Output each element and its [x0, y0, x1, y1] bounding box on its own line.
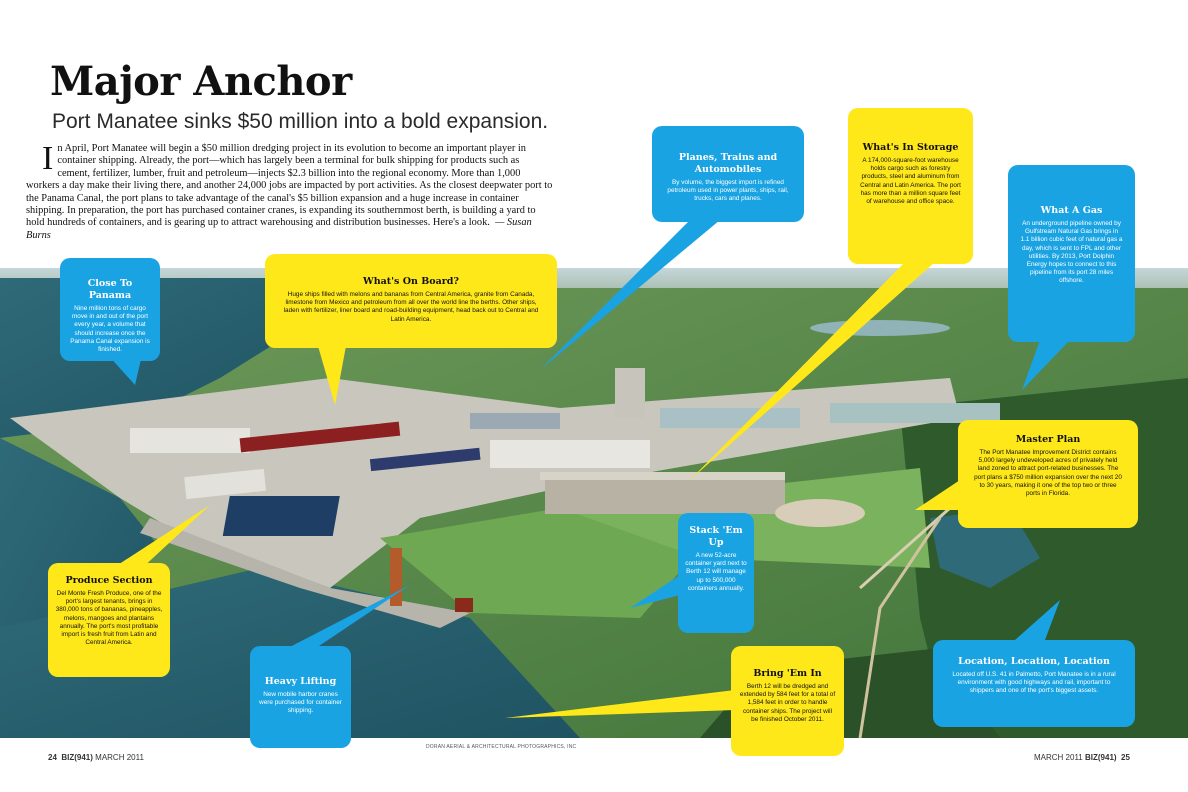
callout-bring-em-in — [731, 646, 844, 756]
magazine-name-right: BIZ(941) — [1085, 753, 1117, 762]
callout-title: Planes, Trains and Automobiles — [678, 152, 778, 175]
article-title: Major Anchor — [50, 58, 352, 105]
callout-title: Bring 'Em In — [753, 668, 822, 679]
planes-pointer — [540, 220, 720, 370]
footer-right — [1034, 753, 1130, 762]
callout-title: Stack 'Em Up — [689, 525, 743, 548]
callout-text: By volume, the biggest import is refined petroleum used in power plants, ships, rail, trucks, cars and planes. — [667, 179, 789, 203]
callout-text: Berth 12 will be dredged and extended by 584 feet for a total of 1,584 feet in order to handle container ships. The project will be finished October 2011. — [739, 683, 836, 723]
callout-title: Master Plan — [1015, 434, 1081, 445]
callout-text: Nine million tons of cargo move in and out of the port every year, a volume that should increase once the Panama Canal expansion is finished. — [70, 305, 150, 354]
callout-text: A 174,000-square-foot warehouse holds cargo such as forestry products, steel and aluminum from Central and Latin America. The port has more than a million square feet of warehouse and office space. — [860, 157, 961, 206]
callout-stack-em-up — [678, 513, 754, 633]
callout-planes-trains — [652, 126, 804, 222]
produce-pointer — [110, 505, 210, 570]
byline: — Susan Burns — [26, 217, 532, 241]
callout-text: Del Monte Fresh Produce, one of the port's largest tenants, brings in 380,000 tons of bananas, pineapples, melons, mangoes and plantains annually. The port's most profitable import is fresh fruit from Latin and Central America. — [55, 590, 163, 647]
callout-what-a-gas — [1008, 165, 1135, 342]
callout-title: Close To Panama — [87, 278, 133, 301]
bring-pointer — [505, 690, 735, 718]
footer-left — [48, 753, 144, 762]
callout-whats-in-storage — [848, 108, 973, 264]
page-number-left: 24 — [48, 753, 57, 762]
article-subtitle: Port Manatee sinks $50 million into a bold expansion. — [52, 110, 549, 133]
location-pointer — [1015, 600, 1060, 640]
callout-produce-section — [48, 563, 170, 677]
intro-body: n April, Port Manatee will begin a $50 million dredging project in its evolution to become an important player in container shipping. Already, the port—which has largely been a terminal for bulk shipping for products such as cement, fertilizer, lumber, fruit and petroleum—injects $2.3 billion into the regional economy. More than 1,000 workers a day make their living there, and another 24,000 jobs are impacted by port activities. As the closest deepwater port to the Panama Canal, the port plans to take advantage of the canal's $5 billion expansion and a huge increase in container shipping. In preparation, the port has purchased container cranes, is expanding its southernmost berth, is building a yard to hold hundreds of containers, and is gearing up to attract warehousing and distribution businesses. Here's a look. — [26, 143, 553, 229]
photo-credit: DORAN AERIAL & ARCHITECTURAL PHOTOGRAPHICS, INC — [426, 744, 577, 750]
lifting-pointer — [280, 585, 410, 652]
stack-pointer — [630, 575, 680, 608]
gas-pointer — [1022, 340, 1070, 390]
callout-location — [933, 640, 1135, 727]
callout-text: The Port Manatee Improvement District contains 5,000 largely undeveloped acres of privately held land zoned to attract port-related businesses. The port plans a $750 million expansion over the next 20 to 30 years, making it one of the top two or three ports in Florida. — [974, 449, 1122, 498]
magazine-name-left: BIZ(941) — [61, 753, 93, 762]
drop-cap: I — [42, 140, 54, 177]
callout-title: What's On Board? — [363, 276, 459, 287]
callout-title: Produce Section — [65, 575, 153, 586]
callout-title: Location, Location, Location — [958, 656, 1110, 667]
callout-heavy-lifting — [250, 646, 351, 748]
onboard-pointer — [318, 346, 346, 405]
callout-title: Heavy Lifting — [264, 676, 337, 687]
callout-title: What A Gas — [1040, 205, 1103, 216]
page-number-right: 25 — [1121, 753, 1130, 762]
callout-text: A new 52-acre container yard next to Berth 12 will manage up to 500,000 containers annually. — [685, 552, 747, 592]
callout-text: Huge ships filled with melons and bananas from Central America, granite from Canada, limestone from Mexico and petroleum from all over the world line the berths. Other ships, laden with fertilizer, liner board and road-building equipment, head back out to Central and Latin America. — [283, 291, 539, 323]
callout-whats-on-board — [265, 254, 557, 348]
master-pointer — [915, 480, 960, 510]
callout-text: Located off U.S. 41 in Palmetto, Port Manatee is in a rural environment with good highways and rail, important to shippers and one of the port's biggest assets. — [952, 671, 1116, 695]
callout-master-plan — [958, 420, 1138, 528]
callout-text: An underground pipeline owned by Gulfstream Natural Gas brings in 1.1 billion cubic feet of natural gas a day, which is sent to FPL and other utilities. By 2013, Port Dolphin Energy hopes to connect to this pipeline from its port 28 miles offshore. — [1020, 220, 1123, 285]
callout-text: New mobile harbor cranes were purchased for container shipping. — [259, 691, 342, 715]
callout-title: What's In Storage — [862, 142, 959, 153]
issue-date-right: MARCH 2011 — [1034, 753, 1083, 762]
storage-pointer — [690, 262, 935, 480]
callout-close-to-panama — [60, 258, 160, 361]
issue-date-left: MARCH 2011 — [95, 753, 144, 762]
